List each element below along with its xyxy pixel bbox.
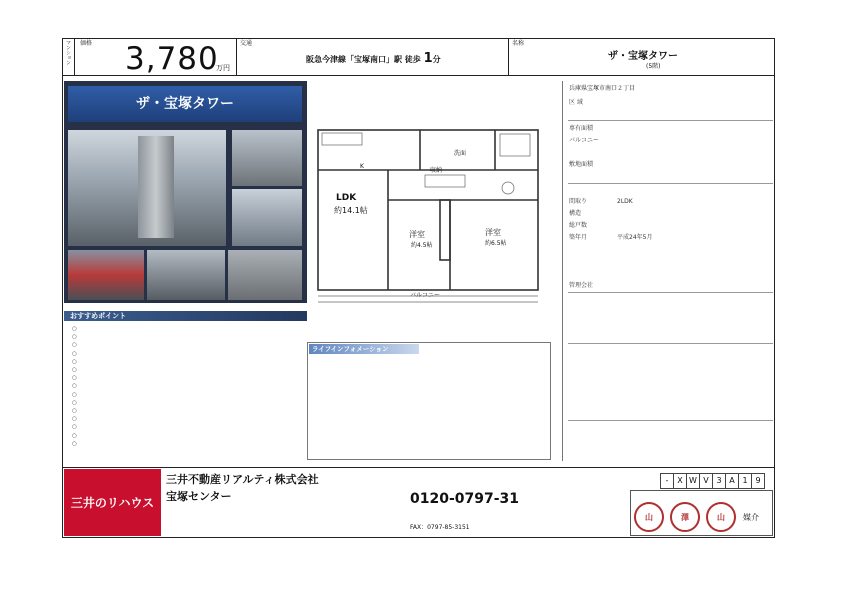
detail-row (569, 268, 769, 279)
points-item: ○ (72, 391, 77, 398)
detail-row (569, 293, 769, 304)
details-rule (568, 420, 773, 421)
detail-row (569, 123, 769, 134)
fp-storage: 収納 (430, 167, 443, 174)
details-rule (568, 183, 773, 184)
photo-interior (228, 250, 302, 300)
details-rule (568, 292, 773, 293)
photo-station (68, 250, 144, 300)
detail-row (569, 382, 769, 393)
detail-row (569, 147, 769, 158)
fp-room1-size: 約4.5帖 (411, 242, 433, 249)
detail-row (569, 171, 769, 182)
detail-row (569, 244, 769, 255)
details-rule (568, 343, 773, 344)
details-rule (568, 120, 773, 121)
detail-key: 専有面積 (569, 125, 594, 132)
detail-row (569, 208, 769, 219)
detail-row (569, 196, 769, 207)
code-box (660, 473, 765, 489)
code-cell: A (725, 474, 738, 488)
detail-row (569, 280, 769, 291)
price-unit: 万円 (216, 64, 230, 72)
fp-room1: 洋室 (409, 230, 425, 239)
traffic-unit: 分 (432, 55, 441, 64)
company-name: 三井不動産リアルティ株式会社 (166, 473, 319, 486)
photo-street (147, 250, 225, 300)
traffic-label: 交通 (240, 40, 253, 47)
points-item: ○ (72, 399, 77, 406)
life-heading: ライフインフォメーション (312, 345, 389, 353)
brand-logo: 三井のリハウス (64, 469, 161, 536)
price-value: 3,780 (125, 41, 219, 77)
points-item: ○ (72, 383, 77, 390)
points-item: ○ (72, 440, 77, 447)
side-divider (74, 38, 75, 76)
detail-row (569, 97, 769, 108)
fp-kitchen: K (360, 163, 364, 170)
detail-key: 間取り (569, 198, 588, 205)
detail-key: 敷地面積 (569, 161, 594, 168)
detail-key: 築年月 (569, 234, 588, 241)
points-heading: おすすめポイント (70, 312, 127, 320)
life-list (318, 359, 548, 369)
fp-ldk-size: 約14.1帖 (334, 206, 368, 215)
fp-wash: 洗面 (454, 150, 467, 157)
points-item: ○ (72, 367, 77, 374)
detail-row (569, 346, 769, 357)
points-list (72, 325, 304, 448)
price-label: 価格 (80, 40, 93, 47)
detail-key: 管理会社 (569, 282, 594, 289)
fp-room2: 洋室 (485, 228, 501, 237)
points-item: ○ (72, 416, 77, 423)
photo-tower-building (138, 136, 174, 238)
phone-number: 0120-0797-31 (410, 491, 520, 507)
photo-tower-top (232, 130, 302, 186)
center-name: 宝塚センター (166, 490, 232, 503)
header-divider-2 (508, 38, 509, 76)
traffic-minutes: 1 (423, 51, 433, 66)
details-divider (562, 81, 563, 461)
detail-key: 区 域 (569, 99, 583, 106)
points-item: ○ (72, 375, 77, 382)
code-cell: - (665, 476, 669, 485)
detail-key: 総戸数 (569, 222, 588, 229)
name-floor: (5階) (646, 63, 661, 70)
detail-value: 2LDK (617, 198, 633, 205)
points-item: ○ (72, 432, 77, 439)
code-cell: V (699, 474, 712, 488)
detail-row (569, 406, 769, 417)
detail-row (569, 317, 769, 328)
fax-number: FAX：0797-85-3151 (410, 524, 470, 531)
code-cell: 3 (712, 474, 725, 488)
header-divider-1 (236, 38, 237, 76)
fp-room2-size: 約6.5帖 (485, 240, 507, 247)
detail-key: バルコニー (569, 137, 600, 144)
detail-row (569, 394, 769, 405)
fp-balcony: バルコニー (410, 292, 441, 299)
points-item: ○ (72, 408, 77, 415)
detail-row (569, 370, 769, 381)
detail-key: 構造 (569, 210, 582, 217)
code-cell: W (686, 474, 699, 488)
side-label: マンション (65, 40, 71, 65)
points-item: ○ (72, 424, 77, 431)
detail-row (569, 232, 769, 243)
detail-row (569, 305, 769, 316)
detail-value: 平成24年5月 (617, 234, 653, 241)
detail-row (569, 135, 769, 146)
seal-stamp: 山 (706, 502, 736, 532)
points-item: ○ (72, 326, 77, 332)
seal-stamp: 山 (634, 502, 664, 532)
detail-row (569, 330, 769, 341)
life-item-placeholder (318, 359, 548, 369)
code-cell: 1 (738, 474, 751, 488)
name-value: ザ・宝塚タワー (608, 51, 678, 62)
points-item: ○ (72, 334, 77, 341)
points-item: ○ (72, 350, 77, 357)
fp-ldk (336, 193, 356, 203)
banner-title: ザ・宝塚タワー (68, 86, 302, 122)
detail-row (569, 159, 769, 170)
detail-row (569, 220, 769, 231)
traffic-text: 阪急今津線「宝塚南口」駅 徒歩 (306, 55, 421, 64)
photo-tower-street (232, 189, 302, 246)
code-cell: 9 (751, 474, 764, 488)
points-item: ○ (72, 342, 77, 349)
traffic-value (306, 51, 441, 66)
detail-row (569, 256, 769, 267)
name-label: 名称 (512, 40, 525, 47)
fp-ldk-label: LDK (336, 193, 357, 203)
points-item: ○ (72, 358, 77, 365)
code-cell: X (673, 474, 686, 488)
detail-row (569, 358, 769, 369)
seal-stamp: 澤 (670, 502, 700, 532)
agent-label: 媒介 (743, 513, 759, 522)
details-address: 兵庫県宝塚市南口２丁目 (569, 85, 636, 92)
